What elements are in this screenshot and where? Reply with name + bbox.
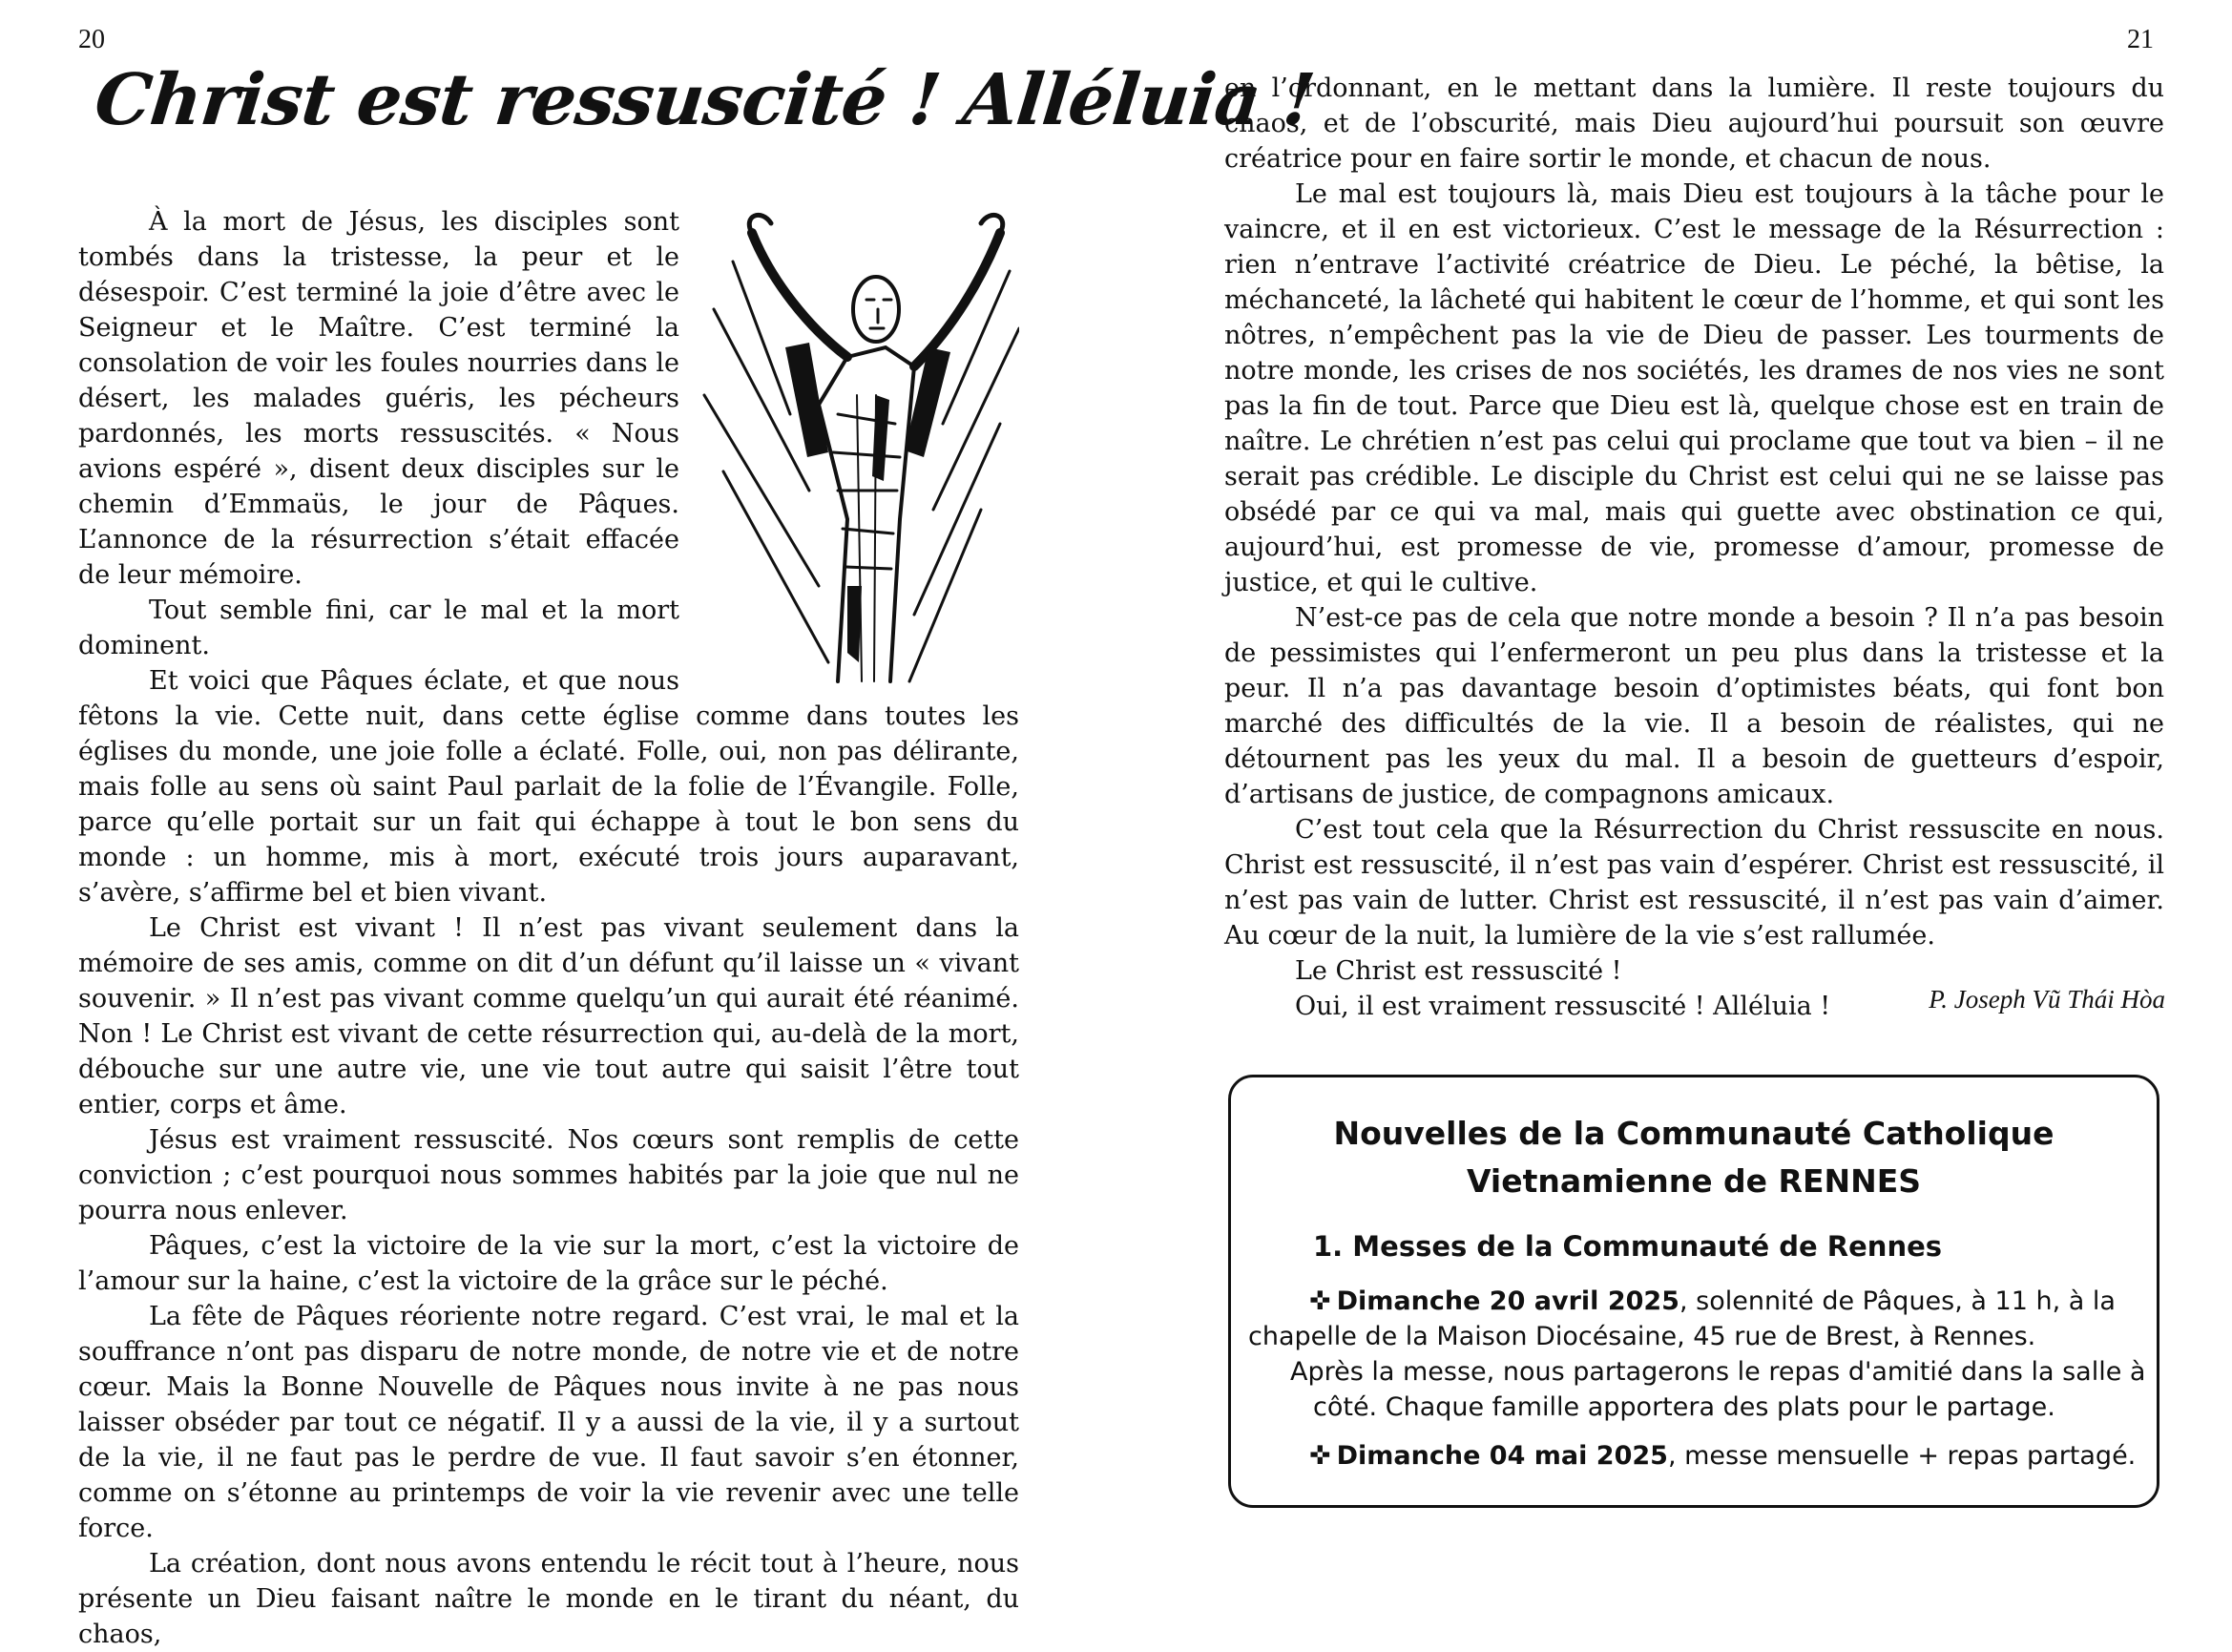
paragraph: Le mal est toujours là, mais Dieu est toujours à la tâche pour le vaincre, et il en est victorieux. C’est le message de la Résurrection : rien n’entrave l’activité créatrice de Dieu. Le péché, la bêtise, la méchanceté, la lâcheté qui habitent le cœur de l’homme, et qui sont les nôtres, n’empêchent pas la vie de Dieu de passer. Les tourments de notre monde, les crises de nos sociétés, les drames de nos vies ne sont pas la fin de tout. Parce que Dieu est là, quelque chose est en train de naître. Le chrétien n’est pas celui qui proclame que tout va bien – il ne serait pas crédible. Le disciple du Christ est celui qui ne se laisse pas obsédé par ce qui va mal, mais qui guette avec obstination ce qui, aujourd’hui, est promesse de vie, promesse d’amour, promesse de justice, et qui le cultive. (1224, 179, 2164, 597)
paragraph: Le Christ est ressuscité ! (1295, 956, 1622, 986)
mass-date: Dimanche 04 mai 2025 (1336, 1441, 1668, 1471)
article-body-right (1224, 71, 2164, 1024)
mass-item (1248, 1284, 2150, 1354)
paragraph: Pâques, c’est la victoire de la vie sur la mort, c’est la victoire de l’amour sur la haine, c’est la victoire de la grâce sur le péché. (78, 1231, 1019, 1296)
page-number: 21 (2127, 25, 2154, 54)
news-title-line: Nouvelles de la Communauté Catholique (1333, 1115, 2055, 1152)
cross-icon: ✜ (1309, 1286, 1331, 1316)
news-title-line: Vietnamienne de RENNES (1466, 1162, 1922, 1200)
paragraph: Jésus est vraiment ressuscité. Nos cœurs sont remplis de cette conviction ; c’est pourquoi nous sommes habités par la joie que nul ne pourra nous enlever. (78, 1125, 1019, 1225)
paragraph: Et voici que Pâques éclate, et que nous fêtons la vie. Cette nuit, dans cette église comme dans toutes les églises du monde, une joie folle a éclaté. Folle, oui, non pas délirante, mais folle au sens où saint Paul parlait de la folie de l’Évangile. Folle, parce qu’elle portait sur un fait qui échappe à tout le bon sens du monde : un homme, mis à mort, exécuté trois jours auparavant, s’avère, s’affirme bel et bien vivant. (78, 666, 1019, 908)
mass-details: , solennité de Pâques, à 11 h, à la chapelle de la Maison Diocésaine, 45 rue de Brest, à Rennes. (1248, 1286, 2116, 1351)
paragraph: À la mort de Jésus, les disciples sont tombés dans la tristesse, la peur et le désespoir. C’est terminé la joie d’être avec le Seigneur et le Maître. C’est terminé la consolation de voir les foules nourries dans le désert, les malades guéris, les pécheurs pardonnés, les morts ressuscités. « Nous avions espéré », disent deux disciples sur le chemin d’Emmaüs, le jour de Pâques. L’annonce de la résurrection s’était effacée de leur mémoire. (78, 207, 679, 590)
news-title (1231, 1110, 2157, 1205)
section-heading: 1. Messes de la Communauté de Rennes (1313, 1230, 1943, 1263)
right-page (1116, 0, 2232, 1579)
paragraph: Oui, il est vraiment ressuscité ! Alléluia ! (1295, 992, 1831, 1021)
author-signature: P. Joseph Vũ Thái Hòa (1929, 985, 2165, 1014)
news-box (1228, 1075, 2159, 1508)
paragraph: La création, dont nous avons entendu le récit tout à l’heure, nous présente un Dieu faisant naître le monde en le tirant du néant, du chaos, (78, 1549, 1019, 1649)
mass-details: , messe mensuelle + repas partagé. (1667, 1441, 2137, 1471)
paragraph: C’est tout cela que la Résurrection du Christ ressuscite en nous. Christ est ressuscité, il n’est pas vain d’espérer. Christ est ressuscité, il n’est pas vain de lutter. Christ est ressuscité, il n’est pas vain d’aimer. Au cœur de la nuit, la lumière de la vie s’est rallumée. (1224, 815, 2164, 951)
mass-note: Après la messe, nous partagerons le repas d'amitié dans la salle à côté. Chaque famille apportera des plats pour le partage. (1290, 1357, 2146, 1422)
paragraph-continuation: en l’ordonnant, en le mettant dans la lumière. Il reste toujours du chaos, et de l’obscurité, mais Dieu aujourd’hui poursuit son œuvre créatrice pour en faire sortir le monde, et chacun de nous. (1224, 73, 2164, 174)
article-body-left (78, 204, 1019, 1652)
risen-christ-illustration (695, 204, 1019, 687)
paragraph: N’est-ce pas de cela que notre monde a besoin ? Il n’a pas besoin de pessimistes qui l’enfermeront un peu plus dans la tristesse et la peur. Il n’a pas davantage besoin d’optimistes béats, qui font bon marché des difficultés de la vie. Il a besoin de réalistes, qui ne détournent pas les yeux du mal. Il a besoin de guetteurs d’espoir, d’artisans de justice, de compagnons amicaux. (1224, 603, 2164, 809)
cross-icon: ✜ (1309, 1441, 1331, 1471)
mass-date: Dimanche 20 avril 2025 (1336, 1286, 1679, 1316)
page-title: Christ est ressuscité ! Alléluia ! (91, 59, 1318, 141)
paragraph: Tout semble fini, car le mal et la mort dominent. (78, 596, 679, 660)
page-number: 20 (78, 25, 105, 54)
paragraph: Le Christ est vivant ! Il n’est pas vivant seulement dans la mémoire de ses amis, comme on dit d’un défunt qu’il laisse un « vivant souvenir. » Il n’est pas vivant comme quelqu’un qui aurait été réanimé. Non ! Le Christ est vivant de cette résurrection qui, au-delà de la mort, débouche sur une autre vie, une vie tout autre qui saisit l’être tout entier, corps et âme. (78, 913, 1019, 1119)
paragraph: La fête de Pâques réoriente notre regard. C’est vrai, le mal et la souffrance n’ont pas disparu de notre monde, de notre vie et de notre cœur. Mais la Bonne Nouvelle de Pâques nous invite à ne pas nous laisser obséder par tout ce négatif. Il y a aussi de la vie, il y a surtout de la vie, il ne faut pas le perdre de vue. Il faut savoir s’en étonner, comme on s’étonne au printemps de voir la vie revenir avec une telle force. (78, 1302, 1019, 1543)
risen-christ-drawing (695, 204, 1019, 687)
mass-item (1248, 1438, 2150, 1474)
